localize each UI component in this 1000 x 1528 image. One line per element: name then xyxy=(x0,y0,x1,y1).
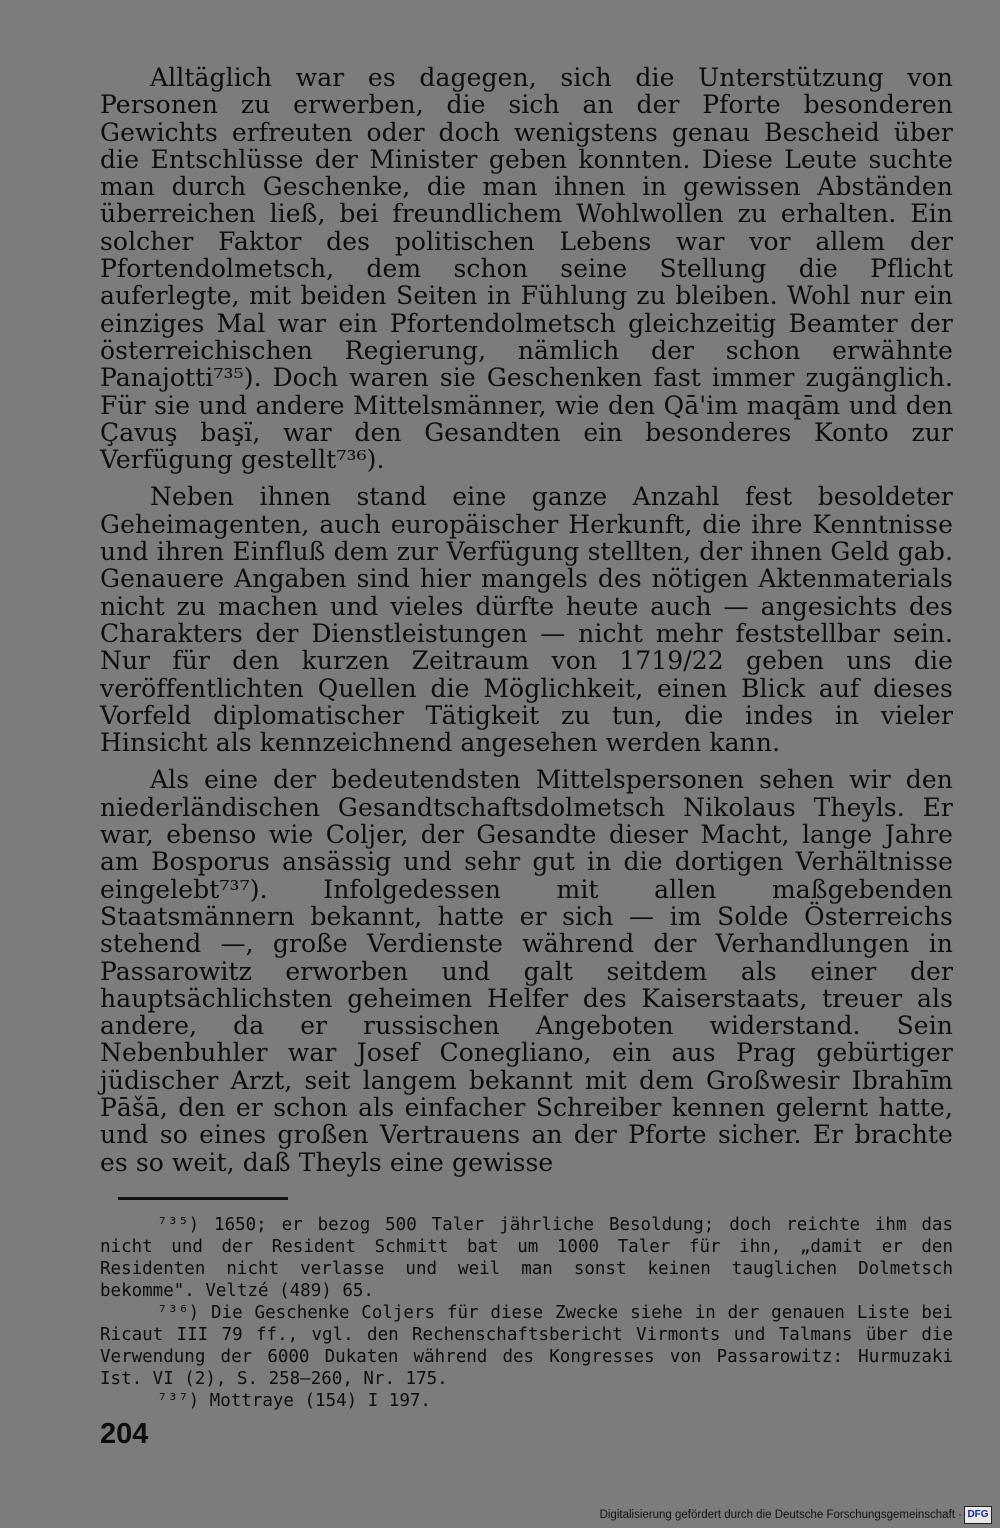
digitization-credit: Digitalisierung gefördert durch die Deutsche Forschungsgemeinschaft · xyxy=(599,1509,962,1521)
footnote-737: ⁷³⁷) Mottraye (154) I 197. xyxy=(157,1391,431,1411)
paragraph-2: Neben ihnen stand eine ganze Anzahl fest besoldeter Geheimagenten, auch europäischer Herkunft, die ihre Kenntnisse und ihren Einfluß dem zur Verfügung stellten, der ihnen Geld gab. Genauere Angaben sind hier mangels des nötigen Aktenmaterials nicht zu machen und vieles dürfte heute auch — angesichts des Charakters der Dienstleistungen — nicht mehr feststellbar sein. Nur für den kurzen Zeitraum von 1719/22 geben uns die veröffentlichten Quellen die Möglichkeit, einen Blick auf dieses Vorfeld diplomatischer Tätigkeit zu tun, die indes in vieler Hinsicht als kennzeichnend angesehen werden kann. xyxy=(100,482,953,758)
footnotes xyxy=(100,1214,953,1412)
footnote-736: ⁷³⁶) Die Geschenke Coljers für diese Zwecke siehe in der genauen Liste bei Ricaut III 79 ff., vgl. den Rechenschaftsbericht Virmonts und Talmans über die Verwendung der 6000 Dukaten während des Kongresses von Passarowitz: Hurmuzaki Ist. VI (2), S. 258—260, Nr. 175. xyxy=(100,1303,953,1389)
page-number: 204 xyxy=(100,1418,149,1450)
footnote-735: ⁷³⁵) 1650; er bezog 500 Taler jährliche Besoldung; doch reichte ihm das nicht und der Resident Schmitt bat um 1000 Taler für ihn, „damit er den Residenten nicht verlasse und weil man sonst keinen tauglichen Dolmetsch bekomme". Veltzé (489) 65. xyxy=(100,1215,953,1301)
body-text xyxy=(100,64,953,1186)
footnote-separator xyxy=(118,1197,288,1200)
dfg-logo-icon: DFG xyxy=(964,1506,992,1524)
paragraph-3: Als eine der bedeutendsten Mittelspersonen sehen wir den niederländischen Gesandtschaftsdolmetsch Nikolaus Theyls. Er war, ebenso wie Coljer, der Gesandte dieser Macht, lange Jahre am Bosporus ansässig und sehr gut in die dortigen Verhältnisse eingelebt⁷³⁷). Infolgedessen mit allen maßgebenden Staatsmännern bekannt, hatte er sich — im Solde Österreichs stehend —, große Verdienste während der Verhandlungen in Passarowitz erworben und galt seitdem als einer der hauptsächlichsten geheimen Helfer des Kaiserstaats, treuer als andere, da er russischen Angeboten widerstand. Sein Nebenbuhler war Josef Conegliano, ein aus Prag gebürtiger jüdischer Arzt, seit langem bekannt mit dem Großwesir Ibrahīm Pāšā, den er schon als einfacher Schreiber kennen gelernt hatte, und so eines großen Vertrauens an der Pforte sicher. Er brachte es so weit, daß Theyls eine gewisse xyxy=(100,765,953,1177)
paragraph-1: Alltäglich war es dagegen, sich die Unterstützung von Personen zu erwerben, die sich an der Pforte besonderen Gewichts erfreuten oder doch wenigstens genau Bescheid über die Entschlüsse der Minister geben konnten. Diese Leute suchte man durch Geschenke, die man ihnen in gewissen Abständen überreichen ließ, bei freundlichem Wohlwollen zu erhalten. Ein solcher Faktor des politischen Lebens war vor allem der Pfortendolmetsch, dem schon seine Stellung die Pflicht auferlegte, mit beiden Seiten in Fühlung zu bleiben. Wohl nur ein einziges Mal war ein Pfortendolmetsch gleichzeitig Beamter der österreichischen Regierung, nämlich der schon erwähnte Panajotti⁷³⁵). Doch waren sie Geschenken fast immer zugänglich. Für sie und andere Mittelsmänner, wie den Qā'im maqām und den Çavuş başï, war den Gesandten ein besonderes Konto zur Verfügung gestellt⁷³⁶). xyxy=(100,63,953,475)
